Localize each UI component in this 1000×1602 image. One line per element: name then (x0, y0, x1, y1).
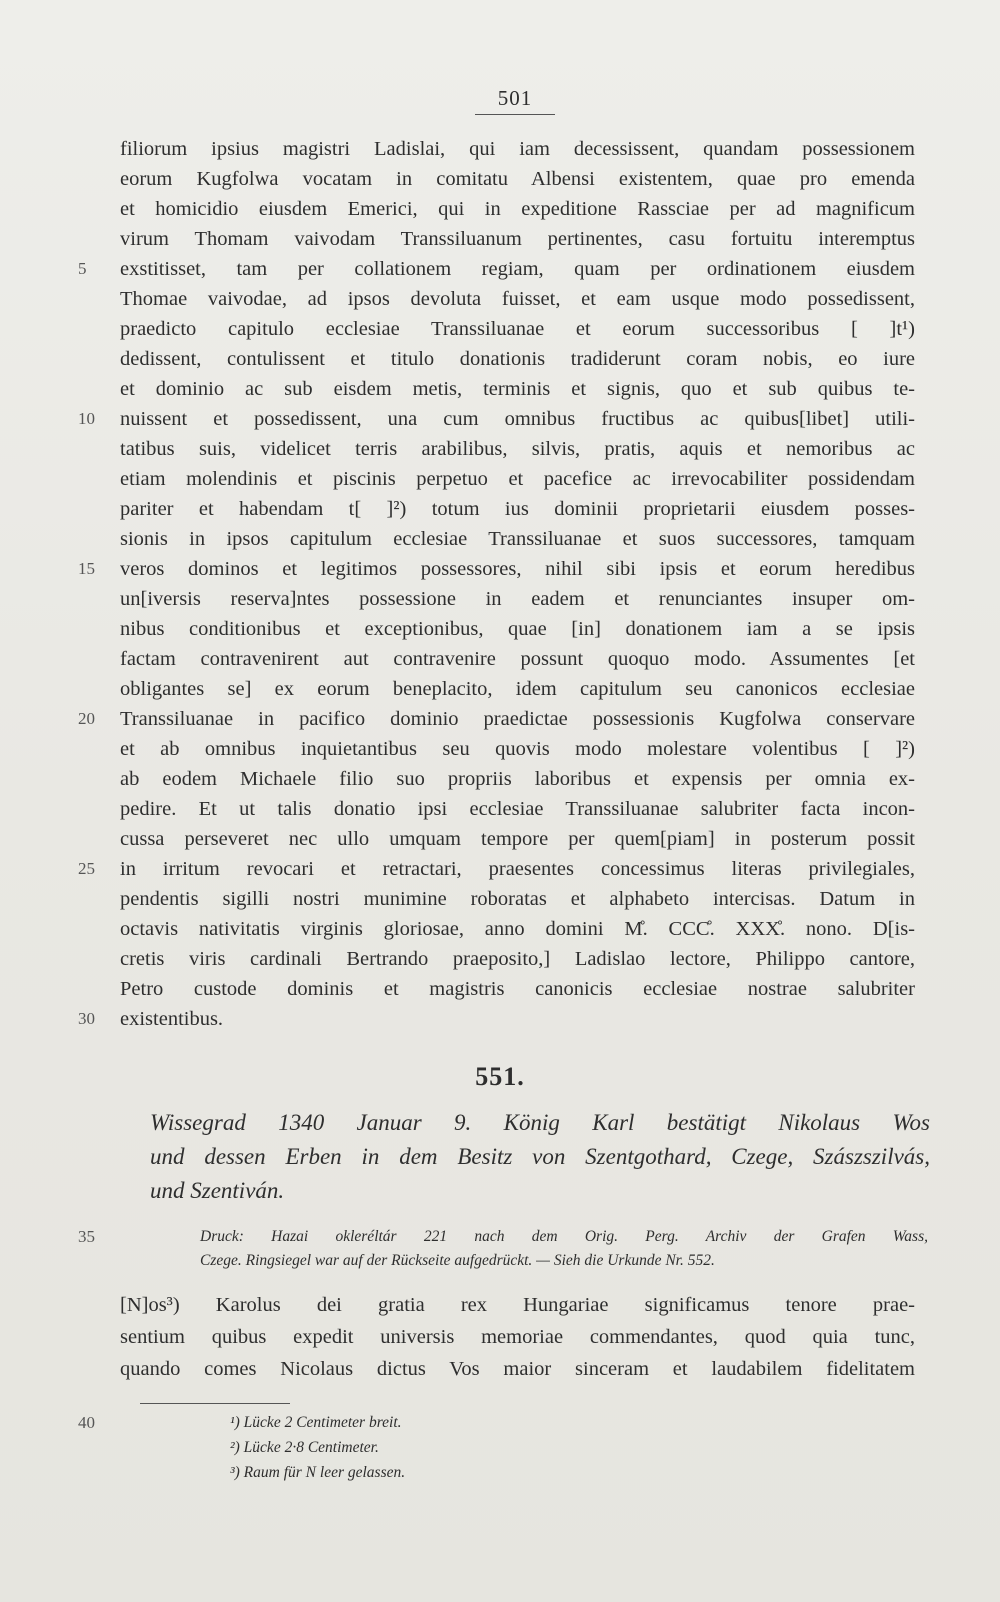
text-line: nibus conditionibus et exceptionibus, quae [in] donationem iam a se ipsis (120, 618, 915, 640)
footnote: ³) Raum für N leer gelassen. (230, 1464, 406, 1481)
text-line: et ab omnibus inquietantibus seu quovis modo molestare volentibus [ ]²) (120, 738, 915, 760)
regest-line: und Szentiván. (150, 1178, 285, 1203)
text-line: nuissent et possedissent, una cum omnibus fructibus ac quibus[libet] utili- (120, 408, 915, 430)
line-number: 10 (78, 409, 95, 428)
text-line: existentibus. (120, 1008, 224, 1030)
line-number: 25 (78, 859, 95, 878)
text-line: filiorum ipsius magistri Ladislai, qui iam decessissent, quandam possessionem (120, 138, 915, 160)
line-number: 35 (78, 1227, 95, 1246)
regest-line: und dessen Erben in dem Besitz von Szentgothard, Czege, Szászszilvás, (150, 1144, 930, 1169)
text-line: ab eodem Michaele filio suo propriis laboribus et expensis per omnia ex- (120, 768, 915, 790)
text-line: Petro custode dominis et magistris canonicis ecclesiae nostrae salubriter (120, 978, 915, 1000)
text-line: et homicidio eiusdem Emerici, qui in expeditione Rassciae per ad magnificum (120, 198, 915, 220)
text-line: cretis viris cardinali Bertrando praeposito,] Ladislao lectore, Philippo cantore, (120, 948, 915, 970)
line-number: 20 (78, 709, 95, 728)
text-line: Transsiluanae in pacifico dominio praedictae possessionis Kugfolwa conservare (120, 708, 915, 730)
regest-line: Wissegrad 1340 Januar 9. König Karl bestätigt Nikolaus Wos (150, 1110, 930, 1135)
text-line: sionis in ipsos capitulum ecclesiae Transsiluanae et suos successores, tamquam (120, 528, 915, 550)
charter-line: sentium quibus expedit universis memoriae commendantes, quod quia tunc, (120, 1326, 915, 1348)
text-line: obligantes se] ex eorum beneplacito, idem capitulum seu canonicos ecclesiae (120, 678, 915, 700)
text-line: un[iversis reserva]ntes possessione in eadem et renunciantes insuper om- (120, 588, 915, 610)
text-line: in irritum revocari et retractari, praesentes concessimus literas privilegiales, (120, 858, 915, 880)
charter-line: [N]os³) Karolus dei gratia rex Hungariae significamus tenore prae- (120, 1294, 915, 1316)
footnote: ¹) Lücke 2 Centimeter breit. (230, 1414, 402, 1431)
text-line: etiam molendinis et piscinis perpetuo et pacefice ac irrevocabiliter possidendam (120, 468, 915, 490)
text-line: Thomae vaivodae, ad ipsos devoluta fuisset, et eam usque modo possedissent, (120, 288, 915, 310)
footnote-rule (140, 1403, 290, 1404)
text-line: et dominio ac sub eisdem metis, terminis et signis, quo et sub quibus te- (120, 378, 915, 400)
text-line: pendentis sigilli nostri munimine roboratas et alphabeto intercisas. Datum in (120, 888, 915, 910)
text-line: cussa perseveret nec ullo umquam tempore per quem[piam] in posterum possit (120, 828, 915, 850)
text-line: pedire. Et ut talis donatio ipsi ecclesiae Transsiluanae salubriter facta incon- (120, 798, 915, 820)
text-line: dedissent, contulissent et titulo donationis tradiderunt coram nobis, eo iure (120, 348, 915, 370)
text-line: virum Thomam vaivodam Transsiluanum pertinentes, casu fortuitu interemptus (120, 228, 915, 250)
footnote: ²) Lücke 2·8 Centimeter. (230, 1439, 379, 1456)
source-note-line: Druck: Hazai okleréltár 221 nach dem Orig. Perg. Archiv der Grafen Wass, (200, 1228, 928, 1245)
text-line: pariter et habendam t[ ]²) totum ius dominii proprietarii eiusdem posses- (120, 498, 915, 520)
text-line: exstitisset, tam per collationem regiam, quam per ordinationem eiusdem (120, 258, 915, 280)
text-line: octavis nativitatis virginis gloriosae, anno domini M̊. CCC̊. XXX̊. nono. D[is- (120, 918, 915, 940)
text-line: eorum Kugfolwa vocatam in comitatu Albensi existentem, quae pro emenda (120, 168, 915, 190)
text-line: tatibus suis, videlicet terris arabilibus, silvis, pratis, aquis et nemoribus ac (120, 438, 915, 460)
page-number-rule (475, 114, 555, 115)
charter-line: quando comes Nicolaus dictus Vos maior sinceram et laudabilem fidelitatem (120, 1358, 915, 1380)
source-note-line: Czege. Ringsiegel war auf der Rückseite aufgedrückt. — Sieh die Urkunde Nr. 552. (200, 1252, 715, 1269)
text-line: factam contravenirent aut contravenire possunt quoquo modo. Assumentes [et (120, 648, 915, 670)
line-number: 40 (78, 1413, 95, 1432)
text-line: praedicto capitulo ecclesiae Transsiluanae et eorum successoribus [ ]t¹) (120, 318, 915, 340)
page-number: 501 (497, 86, 533, 110)
document-number: 551. (475, 1062, 525, 1091)
line-number: 30 (78, 1009, 95, 1028)
line-number: 5 (78, 259, 87, 278)
line-number: 15 (78, 559, 95, 578)
text-line: veros dominos et legitimos possessores, nihil sibi ipsis et eorum heredibus (120, 558, 915, 580)
